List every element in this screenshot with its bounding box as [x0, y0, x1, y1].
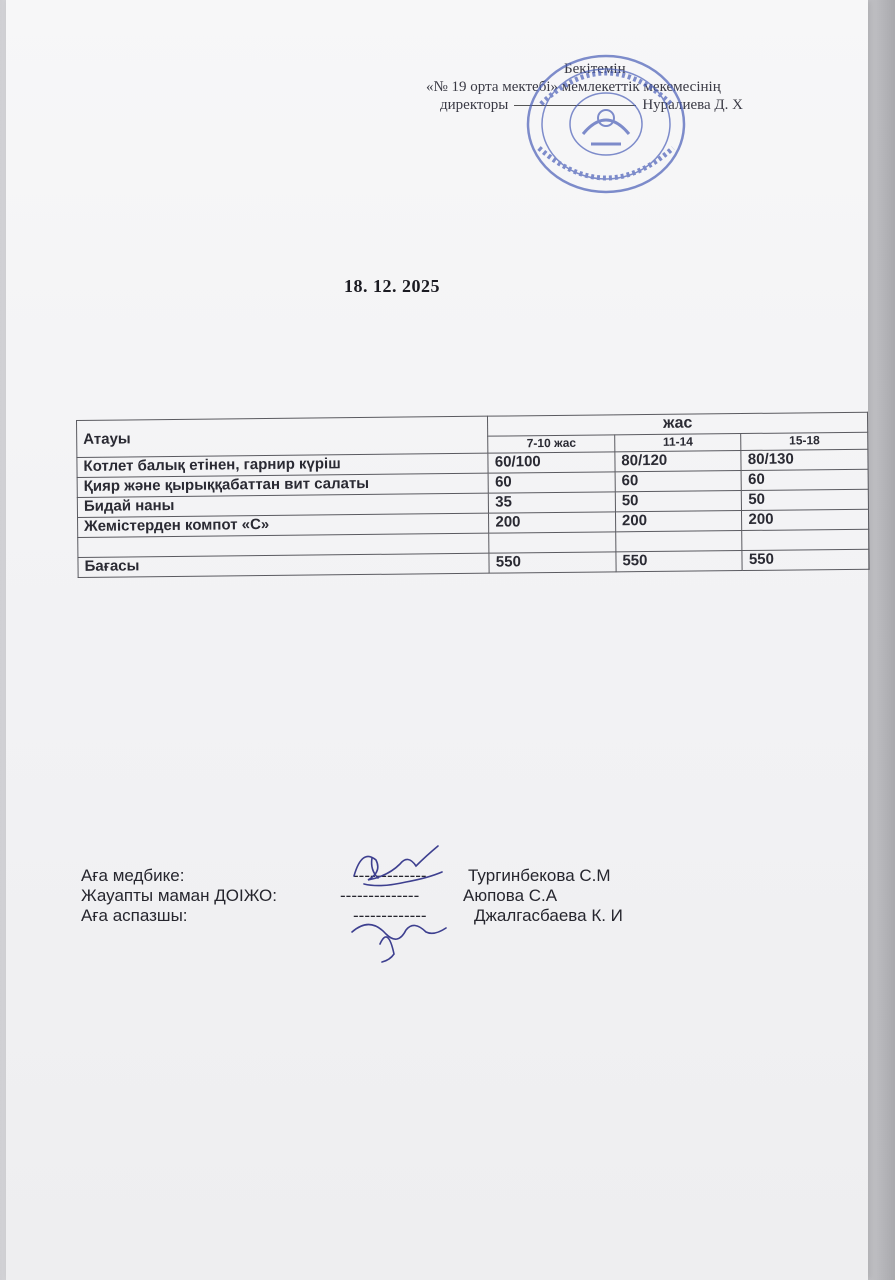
age-group-cell: 15-18: [741, 432, 868, 450]
dish-name-cell: Жемістерден компот «С»: [78, 513, 490, 537]
portion-cell: 60: [615, 471, 742, 492]
portion-cell: 50: [615, 491, 742, 512]
age-group-cell: 11-14: [615, 434, 742, 452]
age-group-cell: 7-10 жас: [488, 435, 615, 453]
menu-date: 18. 12. 2025: [344, 276, 440, 296]
portion-cell: 35: [489, 492, 616, 513]
portion-cell: 50: [742, 489, 869, 510]
price-cell: 550: [742, 549, 869, 570]
portion-cell: 80/120: [615, 451, 742, 472]
signature-role: Аға медбике:: [81, 866, 185, 885]
portion-cell: 60: [741, 469, 868, 490]
signature-role: Аға аспазшы:: [81, 906, 188, 925]
signature-name: Джалгасбаева К. И: [474, 906, 623, 925]
signature-dashes: --------------: [340, 886, 420, 905]
dish-name-cell: Қияр және қырыққабаттан вит салаты: [77, 473, 489, 497]
approval-title: Бекітемін: [564, 61, 626, 77]
price-cell: 550: [616, 551, 743, 572]
header-age-cell: жас: [488, 412, 868, 436]
dish-name-cell: Бидай наны: [77, 493, 489, 517]
portion-cell: 80/130: [741, 449, 868, 470]
portion-cell: 60: [488, 472, 615, 493]
portion-cell: [742, 529, 869, 550]
official-stamp-icon: [521, 48, 691, 198]
portion-cell: 200: [489, 512, 616, 533]
approval-organization: «№ 19 орта мектебі» мемлекеттік мекемесінің: [426, 79, 721, 95]
portion-cell: 60/100: [488, 452, 615, 473]
portion-cell: 200: [742, 509, 869, 530]
signature-name: Аюпова С.А: [463, 886, 558, 905]
signature-dashes: -------------: [353, 906, 427, 925]
portion-cell: [489, 532, 616, 553]
portion-cell: [616, 531, 743, 552]
dish-name-cell: Котлет балық етінен, гарнир күріш: [77, 453, 489, 477]
signature-dashes: -------------: [353, 866, 427, 885]
document-page: [6, 0, 868, 1280]
signature-role: Жауапты маман ДОІЖО:: [81, 886, 277, 905]
price-cell: 550: [489, 552, 616, 573]
handwritten-signature-icon: [342, 836, 452, 966]
approval-director-label: директоры: [440, 97, 509, 113]
price-label-cell: Бағасы: [78, 553, 490, 577]
menu-table: [76, 412, 870, 578]
portion-cell: 200: [615, 511, 742, 532]
header-name-cell: Атауы: [77, 416, 489, 457]
signature-name: Тургинбекова С.М: [468, 866, 611, 885]
approval-director-name: Нуралиева Д. Х: [642, 97, 743, 113]
